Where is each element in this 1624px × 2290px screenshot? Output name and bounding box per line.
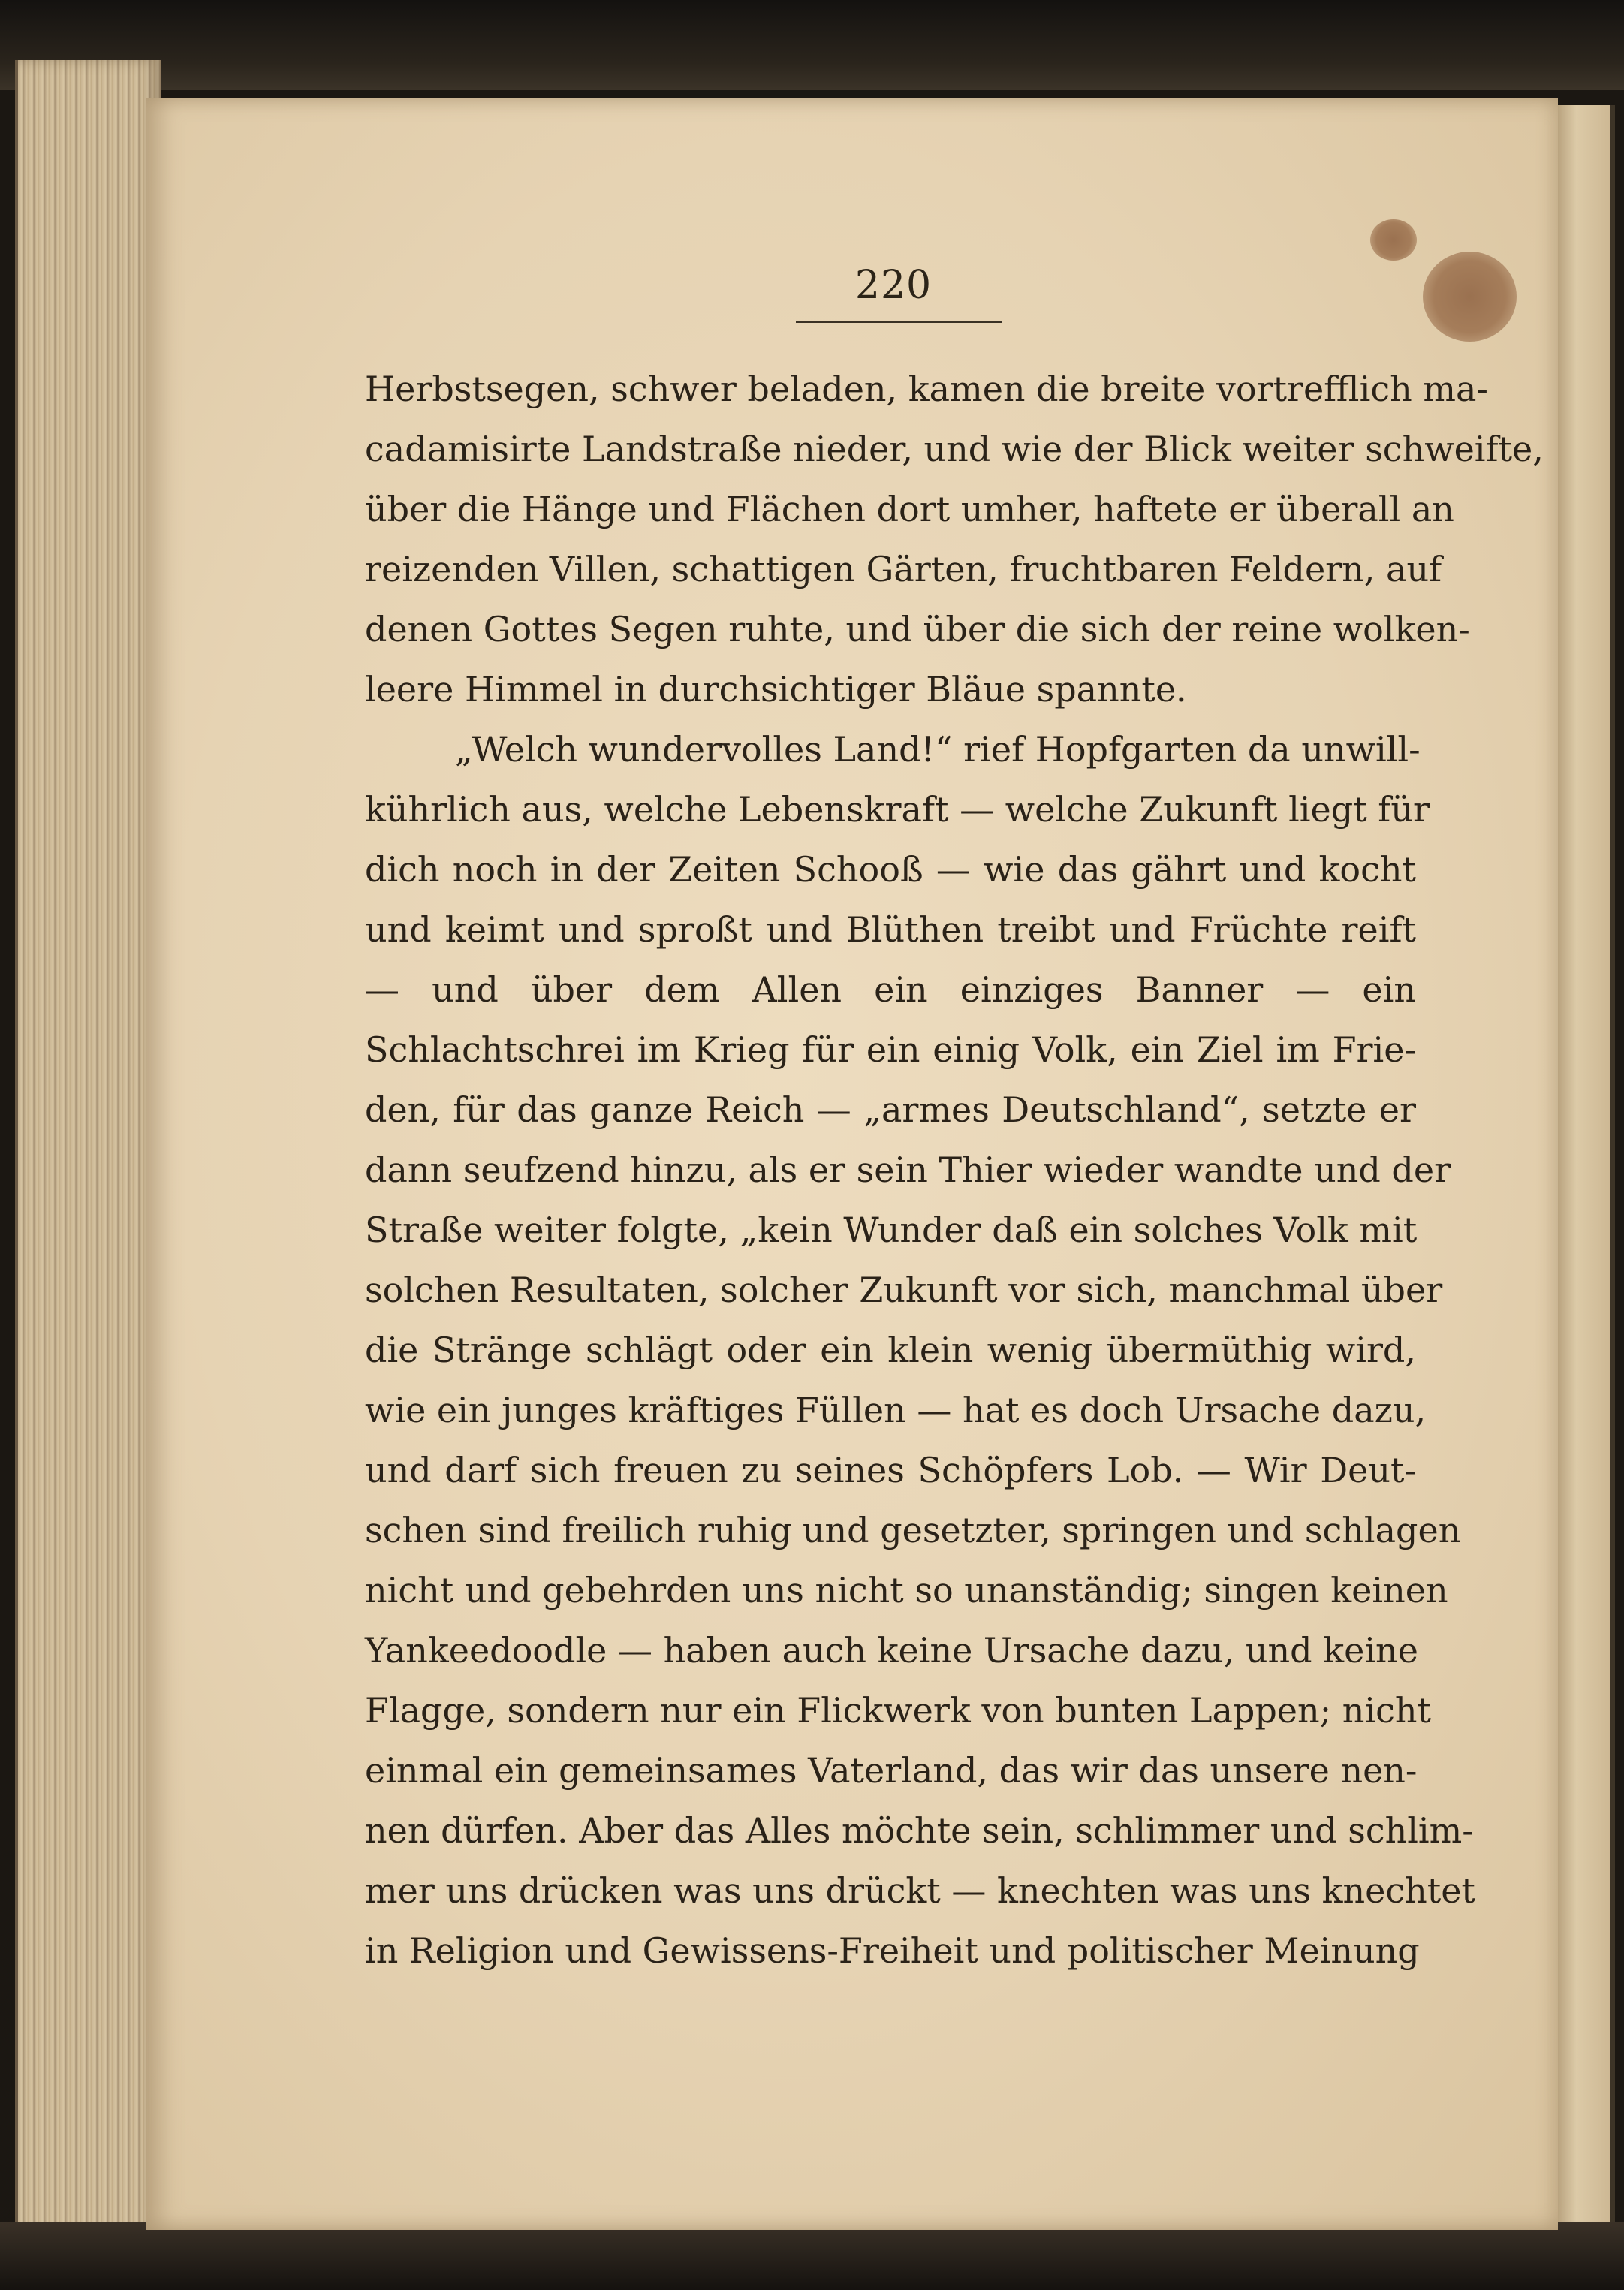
text-line: Herbstsegen, schwer beladen, kamen die breite vortrefflich ma- [365, 369, 1488, 409]
text-line: reizenden Villen, schattigen Gärten, fruchtbaren Feldern, auf [365, 549, 1442, 589]
text-line: wie ein junges kräftiges Füllen — hat es doch Ursache dazu, [365, 1390, 1427, 1430]
paper-stain-small [1370, 219, 1417, 261]
text-line: Yankeedoodle — haben auch keine Ursache dazu, und keine [365, 1630, 1418, 1671]
text-line: Schlachtschrei im Krieg für ein einig Volk, ein Ziel im Frie- [365, 1029, 1416, 1070]
text-line: dann seufzend hinzu, als er sein Thier wieder wandte und der [365, 1150, 1451, 1190]
facing-page-edge [1558, 105, 1615, 2230]
text-line: — und über dem Allen ein einziges Banner — ein [365, 969, 1416, 1010]
page-edges-left [15, 60, 161, 2237]
text-line: cadamisirte Landstraße nieder, und wie der Blick weiter schweifte, [365, 429, 1544, 469]
paper-stain-large [1423, 252, 1517, 342]
text-line: den, für das ganze Reich — „armes Deutschland“, setzte er [365, 1089, 1416, 1130]
text-line: die Stränge schlägt oder ein klein wenig übermüthig wird, [365, 1330, 1416, 1370]
text-line: „Welch wundervolles Land!“ rief Hopfgarten da unwill- [455, 729, 1421, 770]
text-line: Straße weiter folgte, „kein Wunder daß ein solches Volk mit [365, 1210, 1418, 1250]
body-text [365, 359, 1544, 1981]
text-line: dich noch in der Zeiten Schooß — wie das gährt und kocht [365, 849, 1416, 890]
header-rule [796, 321, 1002, 323]
text-line: mer uns drücken was uns drückt — knechten was uns knechtet [365, 1870, 1475, 1911]
text-line: Flagge, sondern nur ein Flickwerk von bunten Lappen; nicht [365, 1690, 1431, 1731]
text-line: solchen Resultaten, solcher Zukunft vor sich, manchmal über [365, 1270, 1443, 1310]
text-line: nen dürfen. Aber das Alles möchte sein, schlimmer und schlim- [365, 1810, 1474, 1851]
book-cover-bottom [0, 2222, 1624, 2290]
text-line: und darf sich freuen zu seines Schöpfers Lob. — Wir Deut- [365, 1450, 1416, 1490]
text-line: denen Gottes Segen ruhte, und über die sich der reine wolken- [365, 609, 1470, 649]
book-cover-top [0, 0, 1624, 90]
text-line: in Religion und Gewissens-Freiheit und politischer Meinung [365, 1930, 1420, 1971]
text-line: kührlich aus, welche Lebenskraft — welche Zukunft liegt für [365, 789, 1430, 830]
text-line: leere Himmel in durchsichtiger Bläue spannte. [365, 669, 1187, 710]
text-line: einmal ein gemeinsames Vaterland, das wir das unsere nen- [365, 1750, 1418, 1791]
text-line: schen sind freilich ruhig und gesetzter, springen und schlagen [365, 1510, 1461, 1550]
text-line: nicht und gebehrden uns nicht so unanständig; singen keinen [365, 1570, 1448, 1611]
text-line: und keimt und sproßt und Blüthen treibt und Früchte reift [365, 909, 1416, 950]
page-number: 220 [854, 263, 933, 308]
text-line: über die Hänge und Flächen dort umher, haftete er überall an [365, 489, 1454, 529]
